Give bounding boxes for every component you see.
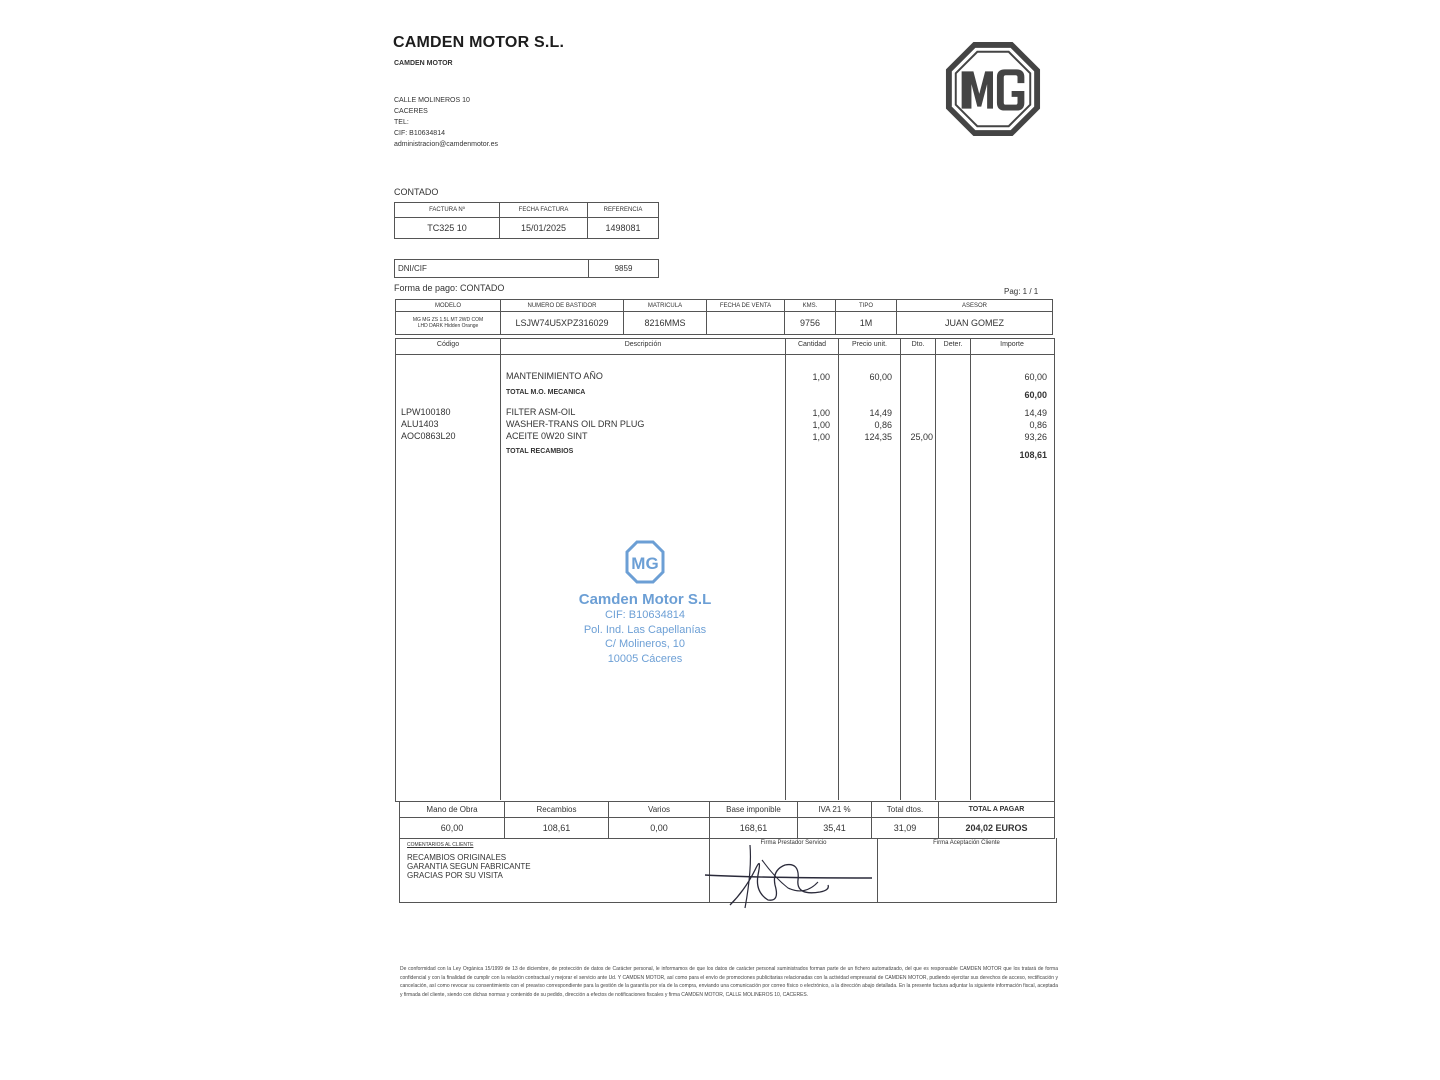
column-header-deter: Deter. — [943, 341, 963, 348]
comments-block — [407, 853, 531, 880]
company-city: CACERES — [394, 108, 428, 115]
part-code: AOC0863L20 — [401, 431, 456, 441]
part-code: LPW100180 — [401, 407, 451, 417]
comment-line: GRACIAS POR SU VISITA — [407, 871, 503, 880]
invoice-number-header: FACTURA Nº — [395, 203, 500, 218]
part-amount: 93,26 — [1024, 432, 1047, 442]
total-misc: 0,00 — [609, 818, 710, 839]
vehicle-advisor-header: ASESOR — [897, 300, 1053, 312]
invoice-reference: 1498081 — [588, 218, 659, 239]
column-divider — [785, 338, 786, 800]
total-misc-header: Varios — [609, 802, 710, 818]
part-amount: 14,49 — [1024, 408, 1047, 418]
vehicle-type: 1M — [836, 312, 897, 335]
invoice-date-header: FECHA FACTURA — [500, 203, 588, 218]
total-parts: 108,61 — [505, 818, 609, 839]
vehicle-kms: 9756 — [785, 312, 836, 335]
labour-total-amount: 60,00 — [1024, 390, 1047, 400]
legal-notice: De conformidad con la Ley Orgánica 15/1999 de 13 de diciembre, de protección de datos de Carácter personal, le informamos de que los datos de carácter personal suministrados forman parte de un fichero automatizado, del que es responsable CAMDEN MOTOR que los tratará de forma confidencial y con la finalidad de cumplir con la relación contractual y mejorar el servicio ante Ud. Y CAMDEN MOTOR, así como para el envío de promociones publicitarias relacionadas con la actividad empresarial de CAMDEN MOTOR, pudiendo ejercitar sus derechos de acceso, rectificación y cancelación, así como revocar su consentimiento con el preaviso correspondiente para la gestión de la garantía por vía de la compra, enviando una comunicación por correo físico o electrónico, a la dirección abajo detallada. En la presente factura adjuntar la siguiente información fiscal, aceptada y firmada del cliente, siendo con dichas normas y contenido de su pedido, dirección a efectos de notificaciones fiscales y firma CAMDEN MOTOR, CALLE MOLINEROS 10, CACERES. — [400, 966, 1058, 998]
part-description: ACEITE 0W20 SINT — [506, 431, 588, 441]
vehicle-sale-date — [707, 312, 785, 335]
company-address: CALLE MOLINEROS 10 — [394, 97, 470, 104]
column-header-description: Descripción — [624, 341, 662, 348]
company-subname: CAMDEN MOTOR — [394, 60, 453, 67]
invoice-reference-header: REFERENCIA — [588, 203, 659, 218]
comment-line: GARANTIA SEGUN FABRICANTE — [407, 862, 531, 871]
company-address-block — [394, 95, 498, 150]
part-quantity: 1,00 — [812, 408, 830, 418]
parts-total-label: TOTAL RECAMBIOS — [506, 448, 574, 455]
vehicle-model-line1: MG MG ZS 1.5L MT 2WD COM — [412, 317, 484, 323]
company-tel: TEL: — [394, 119, 409, 126]
column-divider — [838, 338, 839, 800]
comments-label: COMENTARIOS AL CLIENTE — [407, 842, 474, 848]
part-code: ALU1403 — [401, 419, 439, 429]
part-price: 0,86 — [874, 420, 892, 430]
vehicle-plate-header: MATRICULA — [624, 300, 707, 312]
company-stamp — [565, 540, 725, 666]
labour-amount: 60,00 — [1024, 372, 1047, 382]
signature-image — [700, 830, 880, 915]
provider-signature-label: Firma Prestador Servicio — [760, 840, 827, 846]
company-cif: CIF: B10634814 — [394, 130, 445, 137]
vehicle-kms-header: KMS. — [785, 300, 836, 312]
labour-total-label: TOTAL M.O. MECANICA — [506, 389, 586, 396]
invoice-meta-table — [394, 202, 659, 239]
total-base-header: Base imponible — [710, 802, 798, 818]
labour-quantity: 1,00 — [812, 372, 830, 382]
vehicle-model — [396, 312, 501, 335]
stamp-line: C/ Molineros, 10 — [604, 638, 686, 650]
total-discounts-header: Total dtos. — [872, 802, 939, 818]
part-description: FILTER ASM-OIL — [506, 407, 576, 417]
stamp-line: Pol. Ind. Las Capellanías — [583, 623, 707, 636]
total-to-pay-header: TOTAL A PAGAR — [939, 802, 1055, 818]
dni-label: DNI/CIF — [395, 260, 589, 278]
vehicle-plate: 8216MMS — [624, 312, 707, 335]
mg-logo-icon — [944, 40, 1042, 138]
labour-price: 60,00 — [869, 372, 892, 382]
column-header-discount: Dto. — [911, 341, 925, 348]
page-number: Pag: 1 / 1 — [1004, 287, 1039, 296]
part-description: WASHER-TRANS OIL DRN PLUG — [506, 419, 645, 429]
column-header-unit-price: Precio unit. — [851, 341, 888, 348]
payment-method: Forma de pago: CONTADO — [394, 283, 505, 293]
client-signature-label: Firma Aceptación Cliente — [933, 840, 1000, 846]
dni-value: 9859 — [589, 260, 659, 278]
column-divider — [970, 338, 971, 800]
part-discount: 25,00 — [910, 432, 933, 442]
column-divider — [900, 338, 901, 800]
total-to-pay: 204,02 EUROS — [939, 818, 1055, 839]
column-header-code: Código — [436, 341, 460, 348]
vehicle-vin-header: NUMERO DE BASTIDOR — [501, 300, 624, 312]
parts-total-amount: 108,61 — [1019, 450, 1047, 460]
stamp-line: 10005 Cáceres — [607, 652, 683, 665]
part-price: 124,35 — [864, 432, 892, 442]
total-labour-header: Mano de Obra — [400, 802, 505, 818]
company-email: administracion@camdenmotor.es — [394, 141, 498, 148]
vehicle-advisor: JUAN GOMEZ — [897, 312, 1053, 335]
part-quantity: 1,00 — [812, 432, 830, 442]
total-parts-header: Recambios — [505, 802, 609, 818]
total-labour: 60,00 — [400, 818, 505, 839]
total-base: 168,61 — [710, 818, 798, 839]
stamp-company-name: Camden Motor S.L — [578, 591, 712, 608]
column-divider — [935, 338, 936, 800]
vehicle-type-header: TIPO — [836, 300, 897, 312]
part-price: 14,49 — [869, 408, 892, 418]
total-vat: 35,41 — [798, 818, 872, 839]
part-amount: 0,86 — [1029, 420, 1047, 430]
vehicle-model-line2: LHD DARK Hidden Orange — [417, 323, 479, 329]
invoice-lines-box — [395, 338, 1055, 802]
invoice-number: TC325 10 — [395, 218, 500, 239]
stamp-brand: MG — [631, 554, 659, 573]
column-header-amount: Importe — [1000, 341, 1024, 348]
vehicle-sale-date-header: FECHA DE VENTA — [707, 300, 785, 312]
labour-description: MANTENIMIENTO AÑO — [506, 371, 603, 381]
invoice-date: 15/01/2025 — [500, 218, 588, 239]
company-name: CAMDEN MOTOR S.L. — [393, 34, 565, 51]
comment-line: RECAMBIOS ORIGINALES — [407, 853, 507, 862]
column-header-quantity: Cantidad — [797, 341, 827, 348]
part-quantity: 1,00 — [812, 420, 830, 430]
lines-header-divider — [395, 354, 1054, 355]
column-divider — [500, 338, 501, 800]
vehicle-vin: LSJW74U5XPZ316029 — [501, 312, 624, 335]
stamp-mg-logo-icon — [625, 540, 665, 584]
stamp-line: CIF: B10634814 — [604, 609, 686, 621]
payment-type-label: CONTADO — [394, 187, 439, 197]
dni-table — [394, 259, 659, 278]
vehicle-model-header: MODELO — [396, 300, 501, 312]
total-discounts: 31,09 — [872, 818, 939, 839]
vehicle-table — [395, 299, 1053, 335]
total-vat-header: IVA 21 % — [798, 802, 872, 818]
